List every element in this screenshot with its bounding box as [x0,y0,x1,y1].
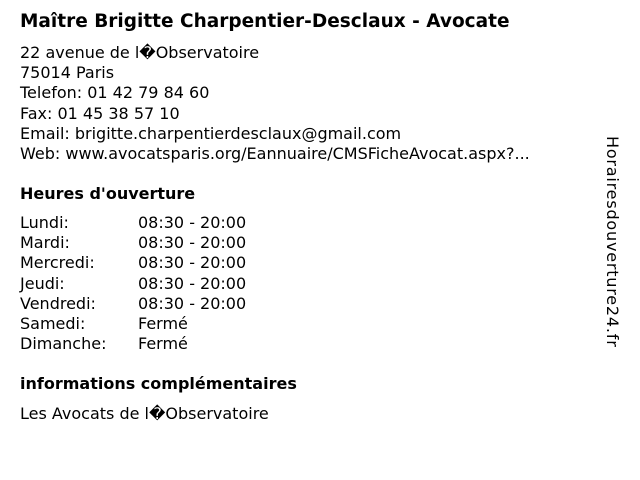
time-value: 08:30 - 20:00 [138,253,247,273]
day-label: Dimanche: [20,334,107,354]
additional-info-text: Les Avocats de l�Observatoire [20,404,269,423]
hours-row-tuesday [20,233,246,253]
address-street: 22 avenue de l�Observatoire [20,43,260,62]
hours-row-saturday [20,314,246,334]
time-value: Fermé [138,334,188,354]
email-address: Email: brigitte.charpentierdesclaux@gmail.com [20,123,402,143]
hours-row-sunday [20,334,246,354]
time-value: 08:30 - 20:00 [138,273,247,293]
hours-row-thursday [20,274,246,294]
additional-info-heading: informations complémentaires [20,374,297,393]
address-city: 75014 Paris [20,63,115,83]
hours-row-wednesday [20,253,246,273]
hours-row-monday [20,213,246,233]
site-watermark: Horairesdouverture24.fr [603,136,622,348]
time-value: 08:30 - 20:00 [138,293,247,313]
hours-row-friday [20,294,246,314]
phone-number: Telefon: 01 42 79 84 60 [20,83,210,103]
time-value: 08:30 - 20:00 [138,233,247,253]
fax-number: Fax: 01 45 38 57 10 [20,103,180,123]
opening-hours-table [20,213,246,354]
day-label: Vendredi: [20,293,96,313]
time-value: Fermé [138,313,188,333]
website-url: Web: www.avocatsparis.org/Eannuaire/CMSFicheAvocat.aspx?... [20,143,530,163]
day-label: Jeudi: [20,273,65,293]
day-label: Mercredi: [20,253,95,273]
contact-block [20,43,530,164]
time-value: 08:30 - 20:00 [138,213,247,232]
opening-hours-heading: Heures d'ouverture [20,184,196,203]
day-label: Samedi: [20,313,86,333]
page-title: Maître Brigitte Charpentier-Desclaux - Avocate [20,11,510,32]
day-label: Lundi: [20,213,69,232]
day-label: Mardi: [20,233,70,253]
